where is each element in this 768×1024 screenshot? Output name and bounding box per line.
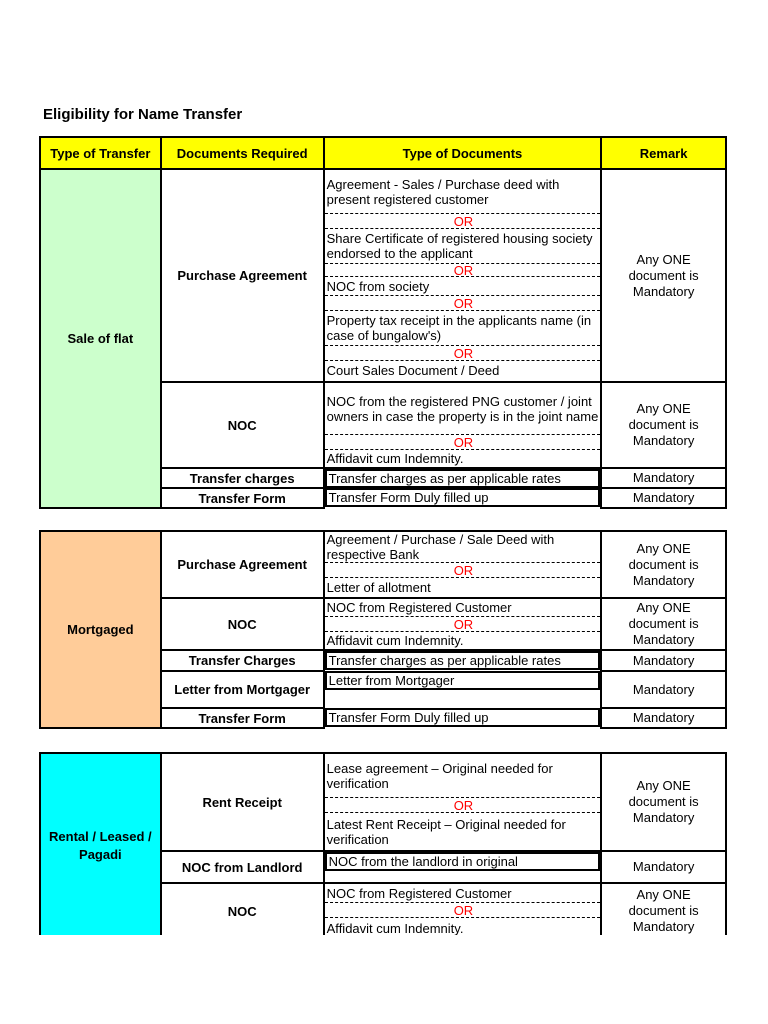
rental-section	[39, 752, 727, 940]
document-item: Transfer charges as per applicable rates	[325, 469, 601, 488]
table-row	[40, 753, 726, 851]
document-item: Affidavit cum Indemnity.	[326, 920, 464, 936]
table-row	[40, 169, 726, 382]
page-cutoff	[39, 935, 729, 965]
or-separator: OR	[325, 434, 601, 450]
remark-cell: Mandatory	[601, 851, 726, 883]
sale-table	[39, 136, 727, 509]
document-list	[324, 883, 602, 939]
remark-cell: Mandatory	[601, 488, 726, 508]
requirement-transfer-form: Transfer Form	[161, 708, 324, 728]
page-title: Eligibility for Name Transfer	[43, 106, 243, 123]
requirement-rent-receipt: Rent Receipt	[161, 753, 324, 851]
requirement-letter-from-mortgager: Letter from Mortgager	[161, 671, 324, 708]
remark-cell: Any ONE document is Mandatory	[601, 531, 726, 598]
document-item: NOC from the landlord in original	[325, 852, 601, 871]
or-separator: OR	[325, 562, 601, 578]
or-separator: OR	[325, 616, 601, 632]
remark-cell: Mandatory	[601, 650, 726, 671]
requirement-transfer-charges: Transfer charges	[161, 468, 324, 488]
document-item: Transfer charges as per applicable rates	[325, 651, 601, 670]
header-type-of-transfer: Type of Transfer	[40, 137, 161, 169]
remark-cell: Any ONE document is Mandatory	[601, 753, 726, 851]
sale-of-flat-section	[39, 136, 727, 509]
requirement-purchase-agreement: Purchase Agreement	[161, 169, 324, 382]
remark-cell: Mandatory	[601, 468, 726, 488]
document-item: Affidavit cum Indemnity.	[326, 633, 464, 648]
remark-cell: Any ONE document is Mandatory	[601, 598, 726, 650]
mortgaged-section	[39, 530, 727, 729]
document-item: NOC from the registered PNG customer / joint owners in case the property is in the joint name	[326, 393, 599, 424]
document-list	[324, 169, 602, 382]
requirement-transfer-charges: Transfer Charges	[161, 650, 324, 671]
document-item: Affidavit cum Indemnity.	[326, 451, 464, 466]
document-item: Agreement / Purchase / Sale Deed with respective Bank	[326, 532, 555, 562]
requirement-noc-from-landlord: NOC from Landlord	[161, 851, 324, 883]
document-item: NOC from Registered Customer	[326, 885, 512, 901]
document-item: Transfer Form Duly filled up	[325, 708, 601, 727]
rental-table	[39, 752, 727, 940]
document-item: Letter of allotment	[326, 580, 431, 595]
requirement-noc: NOC	[161, 598, 324, 650]
requirement-noc: NOC	[161, 883, 324, 939]
document-item: Share Certificate of registered housing society endorsed to the applicant	[326, 231, 593, 261]
header-remark: Remark	[601, 137, 726, 169]
transfer-type-mortgaged: Mortgaged	[40, 531, 161, 728]
document-item: Agreement - Sales / Purchase deed with present registered customer	[326, 177, 560, 207]
header-row	[40, 137, 726, 169]
transfer-type-sale: Sale of flat	[40, 169, 161, 508]
requirement-noc: NOC	[161, 382, 324, 468]
requirement-purchase-agreement: Purchase Agreement	[161, 531, 324, 598]
or-separator: OR	[325, 213, 601, 229]
document-item: Transfer Form Duly filled up	[325, 488, 601, 507]
table-row	[40, 531, 726, 598]
mortgaged-table	[39, 530, 727, 729]
remark-cell: Mandatory	[601, 708, 726, 728]
or-separator: OR	[325, 902, 601, 918]
document-item: Lease agreement – Original needed for verification	[326, 760, 553, 791]
remark-cell: Mandatory	[601, 671, 726, 708]
document-list	[324, 598, 602, 650]
document-list	[324, 531, 602, 598]
transfer-type-rental: Rental / Leased / Pagadi	[40, 753, 161, 939]
remark-cell: Any ONE document is Mandatory	[601, 883, 726, 939]
document-item: Letter from Mortgager	[325, 671, 601, 690]
document-list	[324, 753, 602, 851]
requirement-transfer-form: Transfer Form	[161, 488, 324, 508]
remark-cell: Any ONE document is Mandatory	[601, 169, 726, 382]
header-documents-required: Documents Required	[161, 137, 324, 169]
document-list	[324, 382, 602, 468]
document-item: Court Sales Document / Deed	[326, 363, 500, 378]
or-separator: OR	[325, 263, 601, 277]
or-separator: OR	[325, 797, 601, 813]
remark-cell: Any ONE document is Mandatory	[601, 382, 726, 468]
document-item: Latest Rent Receipt – Original needed for verification	[326, 816, 566, 847]
header-type-of-documents: Type of Documents	[324, 137, 602, 169]
document-item: NOC from Registered Customer	[326, 600, 512, 615]
document-item: NOC from society	[326, 278, 430, 294]
or-separator: OR	[325, 295, 601, 311]
document-item: Property tax receipt in the applicants name (in case of bungalow's)	[326, 313, 592, 343]
or-separator: OR	[325, 345, 601, 361]
